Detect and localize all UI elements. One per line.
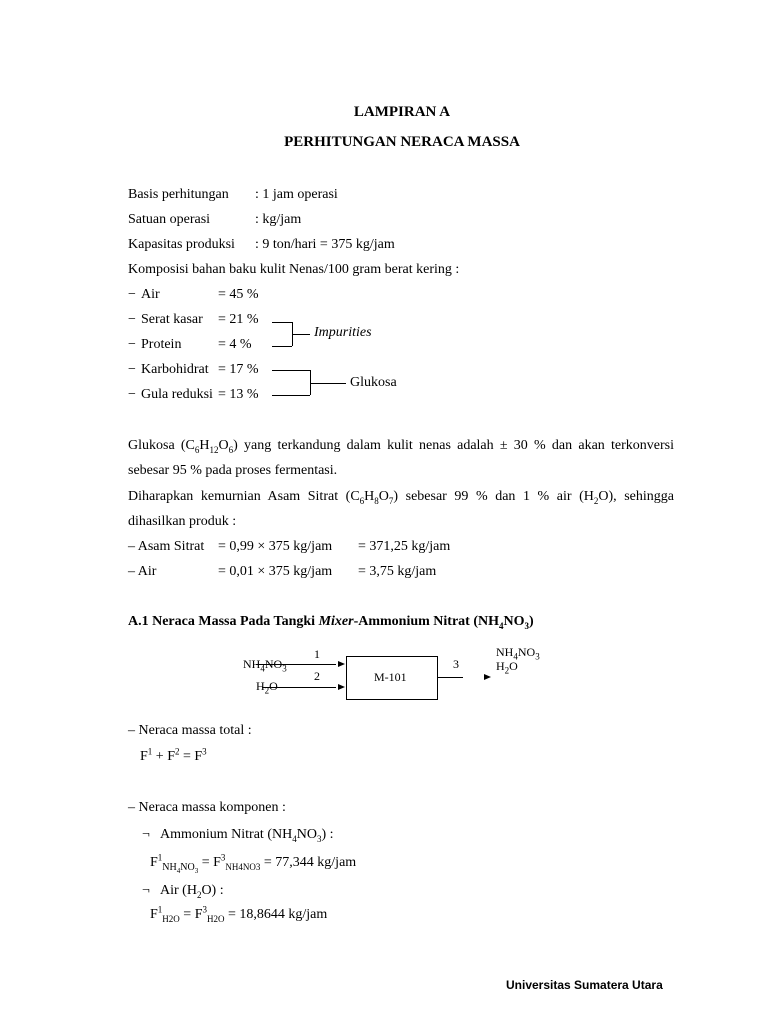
produk-eq-air: = 0,01 × 375 kg/jam <box>218 564 333 579</box>
arrow-right-icon <box>338 684 345 690</box>
bracket-line <box>272 370 310 371</box>
comp-value-karbohidrat: = 17 % <box>218 362 259 377</box>
bullet: − <box>128 362 136 377</box>
impurities-label: Impurities <box>314 325 372 340</box>
appendix-title: LAMPIRAN A <box>353 104 451 120</box>
input-label-nh4no3: $NH_4NO_3$ <box>243 657 287 674</box>
produk-name-air: – Air <box>128 564 157 579</box>
paragraph-glukosa: Glukosa $(C_6H_{12}O_6)$ yang terkandung dalam kulit nenas adalah ± 30 % dan akan terkonversi sebesar 95 % pada proses fermentasi. <box>128 438 674 478</box>
produk-name-asam: – Asam Sitrat <box>128 539 205 554</box>
comp-name-gula: Gula reduksi <box>141 387 213 402</box>
component-equation-h2o: $F^1_{H2O} = F^3_{H2O} = 18,8644$ kg/jam <box>150 904 328 924</box>
comp-name-protein: Protein <box>141 337 182 352</box>
bracket-line <box>272 346 292 347</box>
component-equation-nh4no3: $F^1_{NH_4NO_3} = F^3_{NH4NO3} = 77,344$ kg/jam <box>150 852 357 875</box>
basis-value-2: : kg/jam <box>255 212 302 227</box>
page-title: PERHITUNGAN NERACA MASSA <box>284 134 520 150</box>
basis-label-2: Satuan operasi <box>128 212 211 227</box>
comp-value-air: = 45 % <box>218 287 259 302</box>
total-balance-equation: $F^1 + F^2 = F^3$ <box>140 746 207 764</box>
produk-res-asam: = 371,25 kg/jam <box>358 539 451 554</box>
comp-name-air: Air <box>141 287 160 302</box>
component-label-h2o: Air $(H_2O)$ : <box>160 883 224 900</box>
output-label-h2o: $H_2O$ <box>496 659 518 676</box>
bullet: − <box>128 287 136 302</box>
basis-label-1: Basis perhitungan <box>128 187 229 202</box>
comp-name-serat: Serat kasar <box>141 312 203 327</box>
stream-line-3 <box>437 677 463 678</box>
produk-eq-asam: = 0,99 × 375 kg/jam <box>218 539 333 554</box>
bracket-line <box>310 383 346 384</box>
component-balance-label: – Neraca massa komponen : <box>128 800 286 815</box>
not-sign-icon: ¬ <box>142 883 150 898</box>
bracket-line <box>272 395 310 396</box>
stream-number-2: 2 <box>314 669 320 683</box>
input-label-h2o: $H_2O$ <box>256 679 278 696</box>
bullet: − <box>128 337 136 352</box>
total-balance-label: – Neraca massa total : <box>128 723 252 738</box>
mixer-unit-label: M-101 <box>374 670 407 684</box>
glukosa-label: Glukosa <box>350 375 397 390</box>
stream-number-3: 3 <box>453 657 459 671</box>
stream-line-2 <box>262 687 336 688</box>
not-sign-icon: ¬ <box>142 827 150 842</box>
stream-number-1: 1 <box>314 647 320 661</box>
bullet: − <box>128 312 136 327</box>
comp-name-karbohidrat: Karbohidrat <box>141 362 209 377</box>
section-heading: A.1 Neraca Massa Pada Tangki Mixer-Ammonium Nitrat $(NH_4NO_3)$ <box>128 614 534 631</box>
arrow-right-icon <box>484 674 491 680</box>
produk-res-air: = 3,75 kg/jam <box>358 564 437 579</box>
bracket-line <box>272 322 292 323</box>
footer-university: Universitas Sumatera Utara <box>506 978 663 992</box>
output-label-nh4no3: $NH_4NO_3$ <box>496 645 540 662</box>
basis-value-1: : 1 jam operasi <box>255 187 338 202</box>
comp-value-gula: = 13 % <box>218 387 259 402</box>
basis-label-3: Kapasitas produksi <box>128 237 235 252</box>
component-label-nh4no3: Ammonium Nitrat $(NH_4NO_3)$ : <box>160 827 334 844</box>
paragraph-kemurnian: Diharapkan kemurnian Asam Sitrat $(C_6H_8O_7)$ sebesar 99 % dan 1 % air $(H_2O)$, sehingga dihasilkan produk : <box>128 489 674 529</box>
comp-value-serat: = 21 % <box>218 312 259 327</box>
comp-value-protein: = 4 % <box>218 337 252 352</box>
basis-value-3: : 9 ton/hari = 375 kg/jam <box>255 237 395 252</box>
stream-line-1 <box>256 664 336 665</box>
arrow-right-icon <box>338 661 345 667</box>
bracket-line <box>292 334 310 335</box>
composition-title: Komposisi bahan baku kulit Nenas/100 gram berat kering : <box>128 262 460 277</box>
bullet: − <box>128 387 136 402</box>
